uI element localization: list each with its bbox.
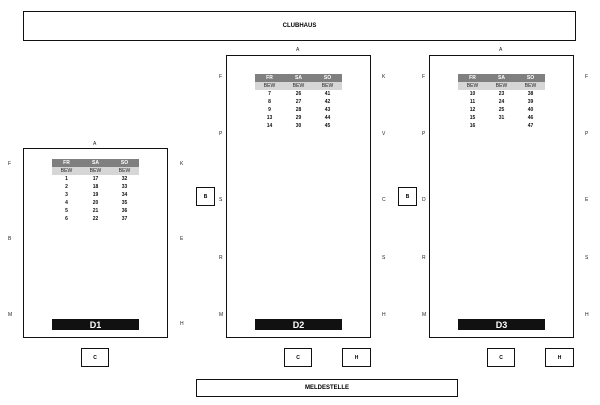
letter-marker: M	[422, 312, 427, 318]
table-cell: 13	[255, 114, 284, 122]
letter-marker: P	[219, 131, 223, 137]
header-day: SA	[487, 74, 516, 82]
clubhaus-box: CLUBHAUS	[23, 11, 576, 41]
header-day: FR	[255, 74, 284, 82]
table-cell	[487, 122, 516, 130]
table-cell: 18	[81, 183, 110, 191]
letter-marker: R	[422, 255, 426, 261]
header-day: SA	[284, 74, 313, 82]
table-cell: 11	[458, 98, 487, 106]
table-cell: 39	[516, 98, 545, 106]
meldestelle-box: MELDESTELLE	[196, 379, 458, 397]
table-cell: 20	[81, 199, 110, 207]
letter-marker: A	[93, 141, 97, 147]
letter-marker: V	[382, 131, 386, 137]
table-cell: 31	[487, 114, 516, 122]
table-cell: 21	[81, 207, 110, 215]
letter-marker: P	[585, 131, 589, 137]
table-cell: 43	[313, 106, 342, 114]
letter-marker: M	[8, 312, 13, 318]
table-cell: 12	[458, 106, 487, 114]
header-day: SO	[110, 159, 139, 167]
table-cell: 32	[110, 175, 139, 183]
table-cell: 37	[110, 215, 139, 223]
header-sub: BEW	[81, 167, 110, 175]
letter-marker: F	[585, 74, 589, 80]
table-cell: 10	[458, 90, 487, 98]
letter-marker: F	[422, 74, 426, 80]
header-sub: BEW	[313, 82, 342, 90]
letter-marker: F	[8, 161, 12, 167]
letter-marker: P	[422, 131, 426, 137]
table-cell: 14	[255, 122, 284, 130]
ring-d2-table	[255, 74, 342, 130]
header-sub: BEW	[487, 82, 516, 90]
header-day: FR	[458, 74, 487, 82]
header-day: FR	[52, 159, 81, 167]
table-cell: 9	[255, 106, 284, 114]
table-cell: 29	[284, 114, 313, 122]
table-cell: 2	[52, 183, 81, 191]
letter-marker: R	[219, 255, 223, 261]
letter-marker: B	[8, 236, 12, 242]
marker-box-h: H	[342, 348, 371, 367]
table-cell: 38	[516, 90, 545, 98]
marker-box-b: B	[196, 187, 215, 206]
table-cell: 1	[52, 175, 81, 183]
letter-marker: K	[382, 74, 386, 80]
letter-marker: S	[219, 197, 223, 203]
letter-marker: F	[219, 74, 223, 80]
table-cell: 34	[110, 191, 139, 199]
table-cell: 25	[487, 106, 516, 114]
header-sub: BEW	[52, 167, 81, 175]
letter-marker: D	[422, 197, 426, 203]
table-cell: 8	[255, 98, 284, 106]
letter-marker: E	[180, 236, 184, 242]
header-sub: BEW	[110, 167, 139, 175]
letter-marker: E	[585, 197, 589, 203]
marker-box-h: H	[545, 348, 574, 367]
table-cell: 22	[81, 215, 110, 223]
header-sub: BEW	[458, 82, 487, 90]
table-cell: 28	[284, 106, 313, 114]
table-cell: 44	[313, 114, 342, 122]
marker-box-b: B	[398, 187, 417, 206]
letter-marker: C	[382, 197, 386, 203]
table-cell: 16	[458, 122, 487, 130]
table-cell: 7	[255, 90, 284, 98]
table-cell: 35	[110, 199, 139, 207]
table-cell: 24	[487, 98, 516, 106]
table-cell: 30	[284, 122, 313, 130]
ring-d1-table	[52, 159, 139, 223]
table-cell: 4	[52, 199, 81, 207]
table-cell: 33	[110, 183, 139, 191]
ring-d3-name: D3	[458, 319, 545, 330]
header-day: SO	[516, 74, 545, 82]
table-cell: 42	[313, 98, 342, 106]
table-cell: 40	[516, 106, 545, 114]
letter-marker: H	[382, 312, 386, 318]
letter-marker: S	[585, 255, 589, 261]
table-cell: 15	[458, 114, 487, 122]
marker-box-c: C	[81, 348, 109, 367]
table-cell: 3	[52, 191, 81, 199]
table-cell: 26	[284, 90, 313, 98]
table-cell: 17	[81, 175, 110, 183]
ring-d3-table	[458, 74, 545, 130]
header-day: SA	[81, 159, 110, 167]
table-cell: 46	[516, 114, 545, 122]
table-cell: 6	[52, 215, 81, 223]
letter-marker: K	[180, 161, 184, 167]
header-sub: BEW	[516, 82, 545, 90]
table-cell: 45	[313, 122, 342, 130]
letter-marker: M	[219, 312, 224, 318]
table-cell: 19	[81, 191, 110, 199]
letter-marker: A	[499, 47, 503, 53]
table-cell: 5	[52, 207, 81, 215]
ring-d2-name: D2	[255, 319, 342, 330]
letter-marker: A	[296, 47, 300, 53]
ring-d1-name: D1	[52, 319, 139, 330]
table-cell: 23	[487, 90, 516, 98]
letter-marker: H	[180, 321, 184, 327]
table-cell: 27	[284, 98, 313, 106]
table-cell: 41	[313, 90, 342, 98]
table-cell: 47	[516, 122, 545, 130]
letter-marker: H	[585, 312, 589, 318]
letter-marker: S	[382, 255, 386, 261]
header-sub: BEW	[284, 82, 313, 90]
header-day: SO	[313, 74, 342, 82]
marker-box-c: C	[284, 348, 312, 367]
header-sub: BEW	[255, 82, 284, 90]
marker-box-c: C	[487, 348, 515, 367]
table-cell: 36	[110, 207, 139, 215]
